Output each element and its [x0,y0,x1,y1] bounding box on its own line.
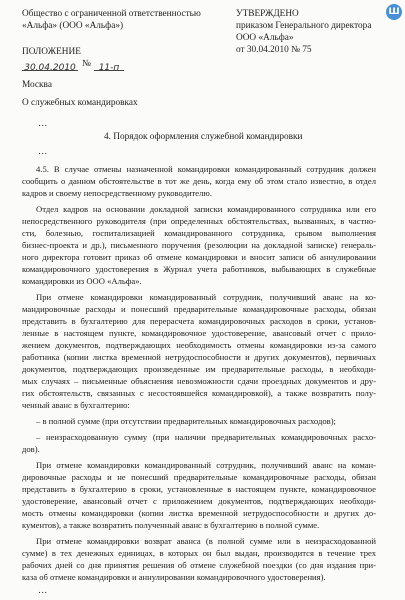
text-line: При отмене командировки командированный сотрудник, получивший аванс на коман- [36,460,376,470]
approved-label: УТВЕРЖДЕНО [236,9,299,19]
ellipsis-top: … [38,119,48,129]
text-line: сумме) в тех денежных единицах, в которых он был выдан, производится в течение трех [22,548,376,558]
text-line: ченный аванс в бухгалтерию: [22,400,130,410]
text-line: При отмене командировки возврат аванса (в полной сумме или в неизрасходованной [36,536,376,546]
document-type: ПОЛОЖЕНИЕ [22,47,81,57]
text-line: дировочные расходы и не понесший предварительные командировочные расходы, обязан [22,472,376,482]
number-sign: № [82,59,91,69]
approved-date-line: от 30.04.2010 № 75 [236,45,312,55]
text-line: непосредственного руководителя (при определенных обстоятельствах, вызванных, в частно- [22,216,376,226]
text-line: дов). [22,444,40,454]
approved-org-line: ООО «Альфа» [236,33,294,43]
text-line: бизнес-проекта и др.), письменного поручения (резолюции на докладной записке) генераль- [22,240,376,250]
text-line: работника (копии листка временной нетрудоспособности и других документов), первичных [22,352,376,362]
text-line: жением документов, подтверждающих необходимость отмены командировки из-за самого [22,340,376,350]
text-line: каза об отмене командировки и аннулировании командировочного удостоверения). [22,572,326,582]
document-date: 30.04.2010 [24,63,76,73]
org-name-line1: Общество с ограниченной ответственностью [22,9,201,19]
text-line: – неизрасходованную сумму (при наличии предварительных командировочных расхо- [36,432,376,442]
text-line: командировки из ООО «Альфа». [22,276,142,286]
watermark-logo-icon: Ш [386,4,402,20]
text-line: сти, болезнью, госпитализацией командированного сотрудника, срывом выполнения [22,228,376,238]
org-name-line2: «Альфа» (ООО «Альфа») [22,21,124,31]
city: Москва [22,80,52,90]
ellipsis-section: … [38,147,48,157]
text-line: командировочного удостоверения в Журнал учета работников, выбывающих в служебные [22,264,376,274]
section-title: 4. Порядок оформления служебной командировки [104,132,303,142]
text-line: Отдел кадров на основании докладной записки командированного сотрудника или его [36,204,376,214]
text-line: сообщить о данном обстоятельстве в тот же день, когда ему об этом стало известно, в отдел [22,176,376,186]
text-line: ленные в настоящем пункте, командировочное удостоверение, авансовый отчет с прило- [22,328,376,338]
approved-by-line: приказом Генерального директора [236,21,372,31]
text-line: мость отмены командировки (копии листка временной нетрудоспособности и других до- [22,508,376,518]
text-line: При отмене командировки командированный сотрудник, получивший аванс на ко- [36,292,376,302]
text-line: ного директора готовит приказ об отмене командировки и вносит записи об аннулировании [22,252,376,262]
text-line: удостоверение, авансовый отчет с приложением документов, подтверждающих необходи- [22,496,376,506]
text-line: кадров и своему непосредственному руководителю. [22,188,212,198]
document-number: 11-п [98,63,120,73]
document-date-field [22,57,78,71]
text-line: рабочих дней со дня принятия решения об отмене служебной поездки (со дня издания при- [22,560,376,570]
text-line: гих обстоятельств, связанных с несостоявшейся командировкой), а также возвратить полу- [22,388,376,398]
document-subject: О служебных командировках [22,98,138,108]
text-line: мандировочные расходы и понесший предварительные командировочные расходы, обязан [22,304,376,314]
text-line: – в полной сумме (при отсутствии предварительных командировочных расходов); [36,416,336,426]
text-line: мых случаях – письменные объяснения невозможности сдачи проездных документов и дру- [22,376,376,386]
text-line: представить в бухгалтерию для перерасчета командировочных расходов в сроки, установ- [22,316,376,326]
text-line: документов, подтверждающих произведенные им предварительные расходы, в необходи- [22,364,376,374]
text-line: представить в бухгалтерию в сроки, установленные в настоящем пункте, командировочное [22,484,376,494]
text-line: кументов), а также возвратить полученный аванс в бухгалтерию в полной сумме. [22,520,320,530]
ellipsis-bottom: … [38,586,48,596]
document-number-field [94,57,124,71]
text-line: 4.5. В случае отмены назначенной командировки командированный сотрудник должен [36,164,376,174]
